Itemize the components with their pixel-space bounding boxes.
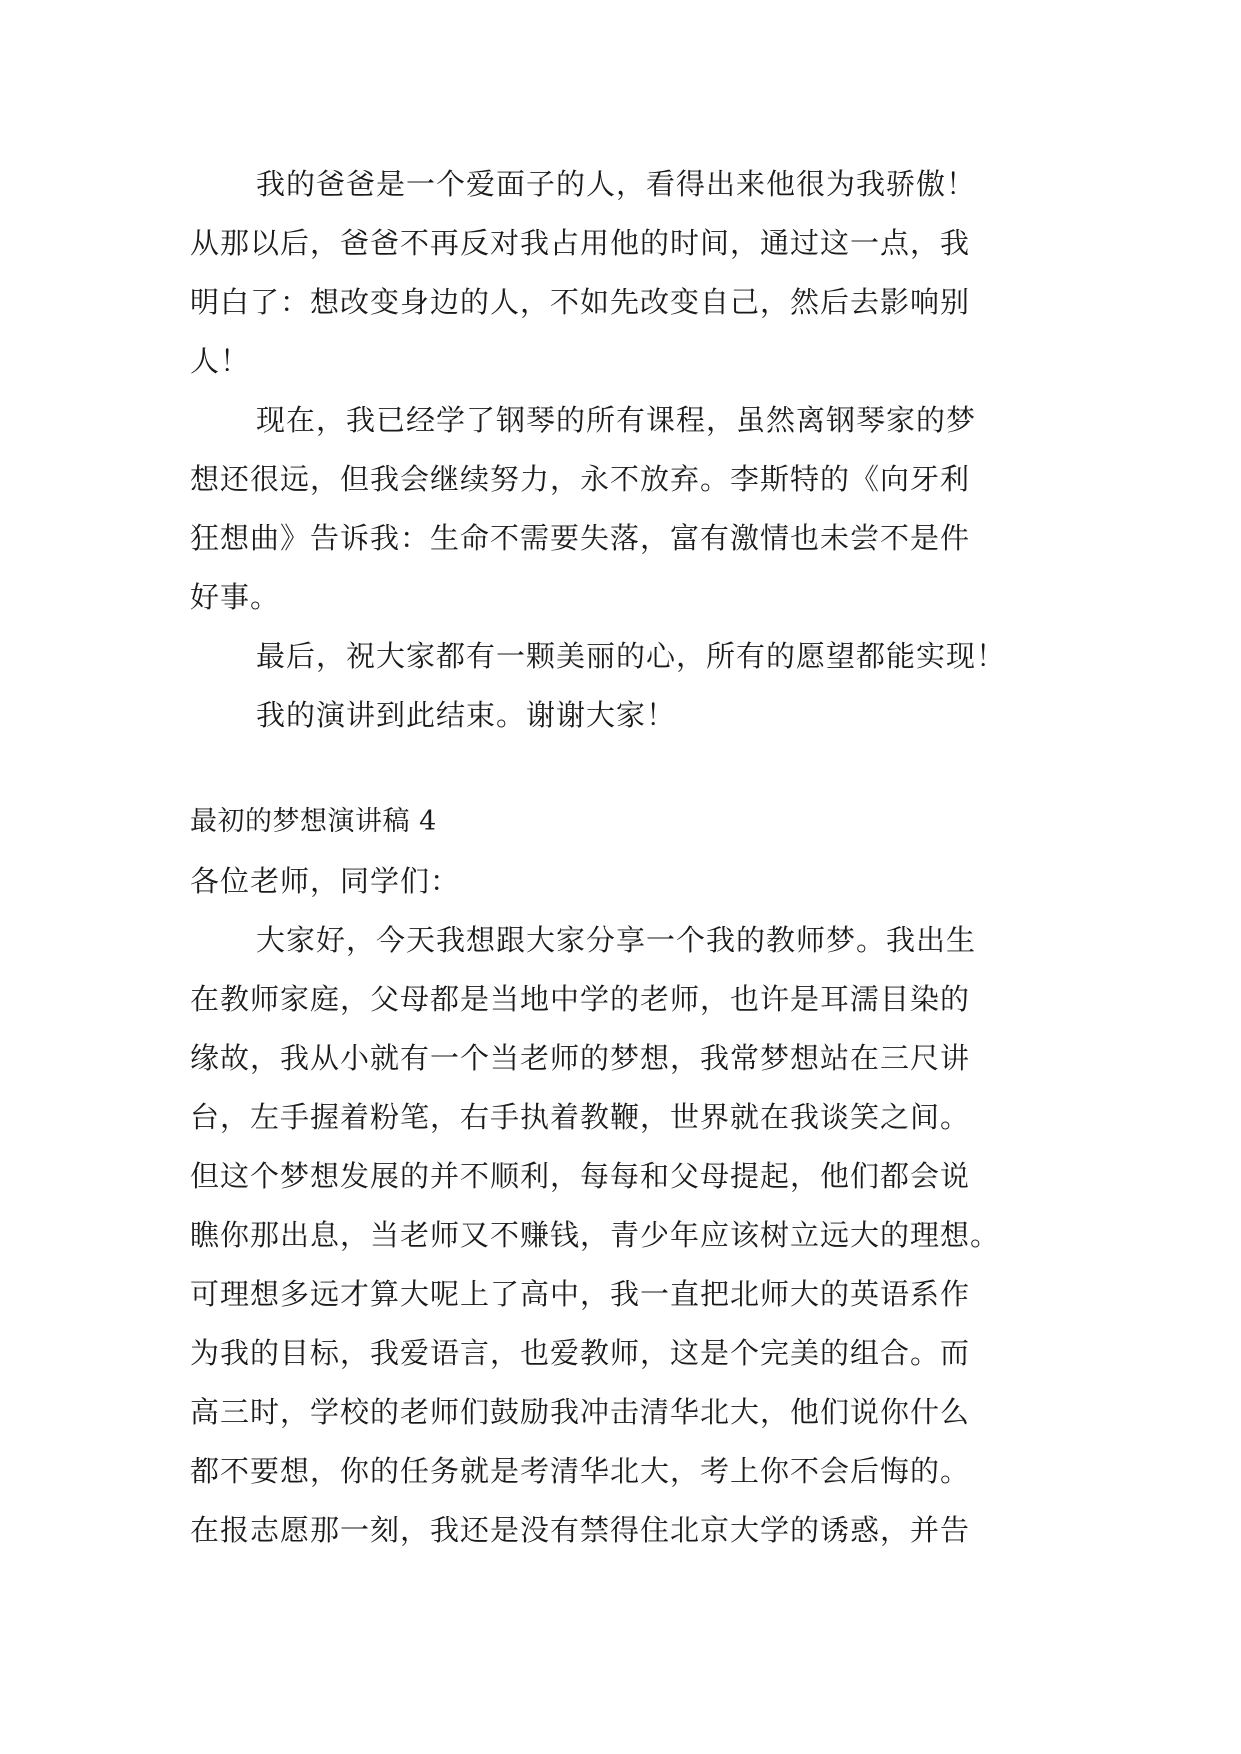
paragraph-line: 狂想曲》告诉我：生命不需要失落，富有激情也未尝不是件 bbox=[190, 521, 971, 555]
salutation-line: 各位老师，同学们： bbox=[190, 864, 461, 898]
paragraph-line: 人！ bbox=[190, 344, 251, 378]
paragraph-line: 瞧你那出息，当老师又不赚钱，青少年应该树立远大的理想。 bbox=[190, 1218, 1001, 1252]
paragraph-line: 大家好，今天我想跟大家分享一个我的教师梦。我出生 bbox=[256, 923, 977, 957]
paragraph-line: 为我的目标，我爱语言，也爱教师，这是个完美的组合。而 bbox=[190, 1336, 971, 1370]
paragraph-line: 在报志愿那一刻，我还是没有禁得住北京大学的诱惑，并告 bbox=[190, 1513, 971, 1547]
paragraph-line: 现在，我已经学了钢琴的所有课程，虽然离钢琴家的梦 bbox=[256, 403, 977, 437]
paragraph-line: 缘故，我从小就有一个当老师的梦想，我常梦想站在三尺讲 bbox=[190, 1041, 971, 1075]
paragraph-line: 在教师家庭，父母都是当地中学的老师，也许是耳濡目染的 bbox=[190, 982, 971, 1016]
paragraph-line: 从那以后，爸爸不再反对我占用他的时间，通过这一点，我 bbox=[190, 226, 971, 260]
paragraph-line: 最后，祝大家都有一颗美丽的心，所有的愿望都能实现！ bbox=[256, 639, 1007, 673]
paragraph-line: 我的演讲到此结束。谢谢大家！ bbox=[256, 698, 677, 732]
paragraph-line: 我的爸爸是一个爱面子的人，看得出来他很为我骄傲！ bbox=[256, 167, 977, 201]
paragraph-line: 想还很远，但我会继续努力，永不放弃。李斯特的《向牙利 bbox=[190, 462, 971, 496]
paragraph-line: 好事。 bbox=[190, 580, 281, 614]
section-heading: 最初的梦想演讲稿 4 bbox=[190, 806, 437, 837]
paragraph-line: 但这个梦想发展的并不顺利，每每和父母提起，他们都会说 bbox=[190, 1159, 971, 1193]
paragraph-line: 高三时，学校的老师们鼓励我冲击清华北大，他们说你什么 bbox=[190, 1395, 971, 1429]
paragraph-line: 都不要想，你的任务就是考清华北大，考上你不会后悔的。 bbox=[190, 1454, 971, 1488]
paragraph-line: 可理想多远才算大呢上了高中，我一直把北师大的英语系作 bbox=[190, 1277, 971, 1311]
paragraph-line: 明白了：想改变身边的人，不如先改变自己，然后去影响别 bbox=[190, 285, 971, 319]
paragraph-line: 台，左手握着粉笔，右手执着教鞭，世界就在我谈笑之间。 bbox=[190, 1100, 971, 1134]
